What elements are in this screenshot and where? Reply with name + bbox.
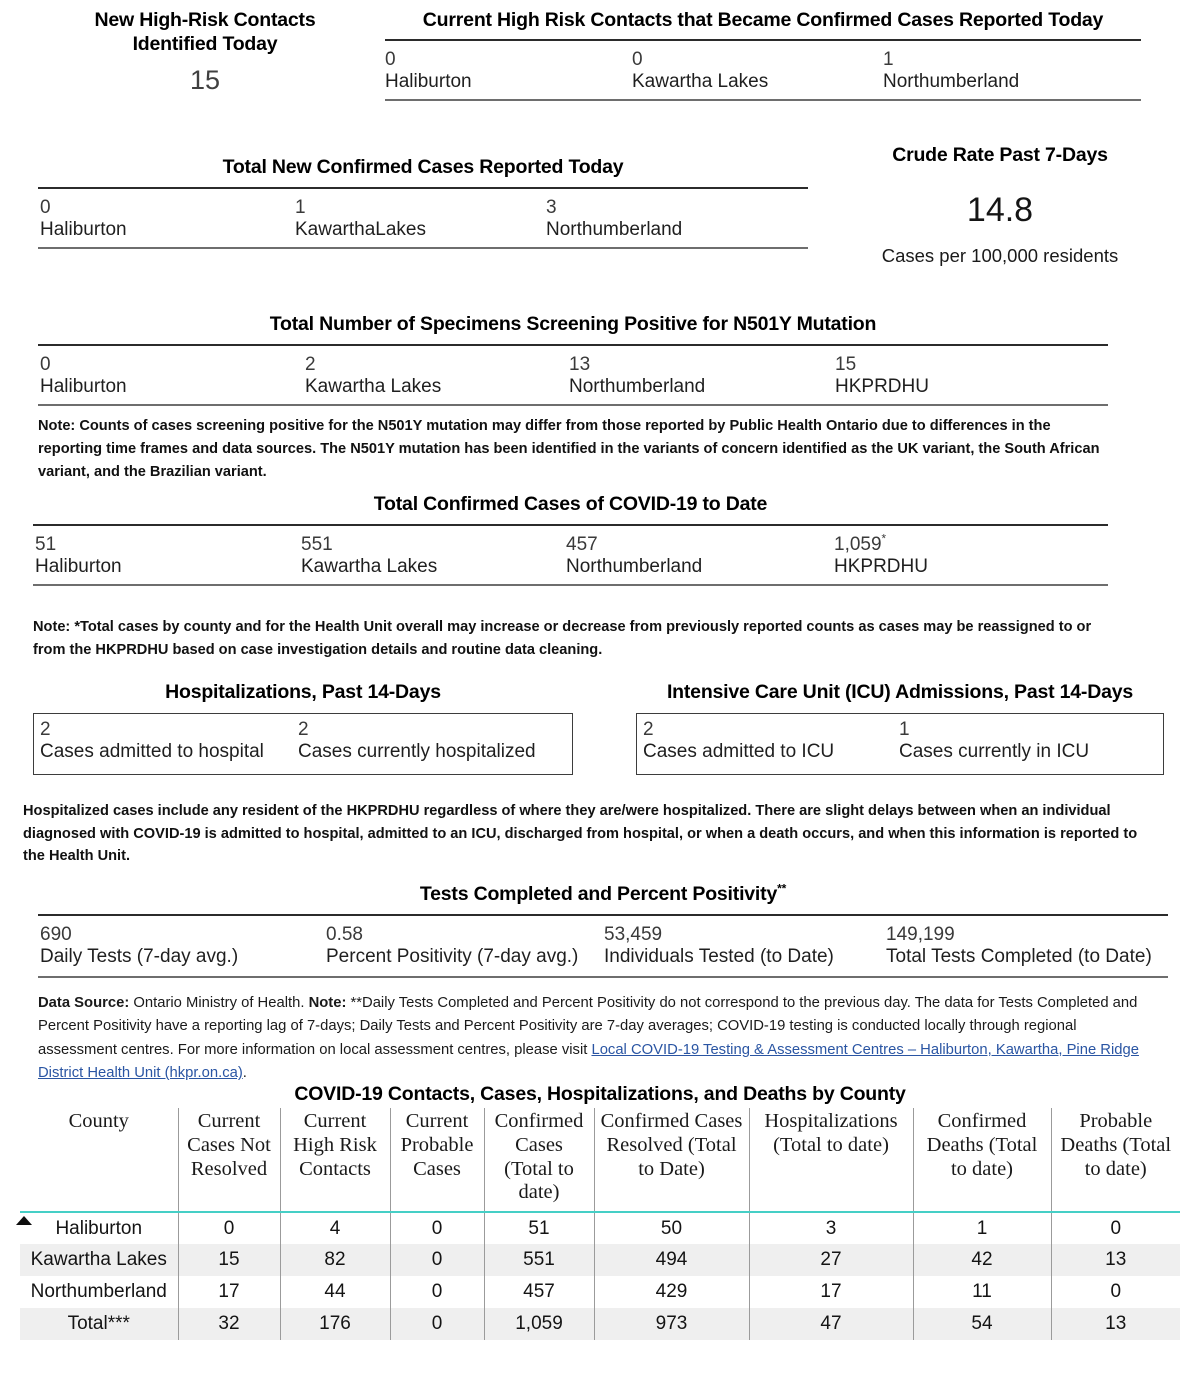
table-row[interactable]: [20, 1212, 1180, 1244]
new-confirmed-today-stats: [38, 189, 808, 247]
cell-current-high-risk-contacts: 176: [280, 1308, 390, 1340]
tests-rule-bottom: [38, 976, 1168, 978]
stat-cell: [298, 719, 536, 764]
county-table: [20, 1108, 1180, 1340]
stat-label: Cases admitted to ICU: [643, 741, 835, 763]
stat-label: Haliburton: [40, 376, 127, 398]
cell-confirmed-cases-resolved: 494: [594, 1244, 749, 1276]
cell-confirmed-deaths-total: 42: [913, 1244, 1051, 1276]
col-header-current-probable-cases[interactable]: Current Probable Cases: [390, 1108, 484, 1212]
hospitalizations-panel: [33, 680, 573, 775]
new-confirmed-today-title: Total New Confirmed Cases Reported Today: [222, 156, 624, 178]
stat-value: 15: [835, 354, 857, 376]
n501y-title: Total Number of Specimens Screening Positive for N501Y Mutation: [269, 313, 877, 335]
assessment-centres-link[interactable]: Local COVID-19 Testing & Assessment Centres – Haliburton, Kawartha, Pine Ridge District Health Unit (hkpr.on.ca): [38, 1041, 1139, 1082]
col-header-current-cases-not-resolved[interactable]: Current Cases Not Resolved: [178, 1108, 280, 1212]
cell-county: Haliburton: [55, 1217, 143, 1239]
total-confirmed-panel: [33, 492, 1108, 662]
cell-confirmed-cases-resolved: 50: [594, 1212, 749, 1244]
stat-label: KawarthaLakes: [295, 219, 426, 241]
cell-county: Total***: [20, 1308, 178, 1340]
stat-cell: [40, 719, 264, 764]
cell-county: Northumberland: [30, 1281, 167, 1303]
stat-label: Northumberland: [546, 219, 683, 241]
became-confirmed-rule-bottom: [385, 99, 1141, 101]
cell-hospitalizations-total: 47: [749, 1308, 913, 1340]
data-source-trailing: .: [242, 1065, 247, 1082]
became-confirmed-panel: [385, 8, 1141, 101]
stat-cell: [40, 197, 127, 242]
cell-confirmed-deaths-total: 1: [913, 1212, 1051, 1244]
stat-cell: [632, 49, 768, 94]
stat-cell: [643, 719, 834, 764]
hospitalizations-title: Hospitalizations, Past 14-Days: [165, 681, 441, 703]
cell-confirmed-cases-resolved: 973: [594, 1308, 749, 1340]
col-header-confirmed-cases-resolved[interactable]: Confirmed Cases Resolved (Total to Date): [594, 1108, 749, 1212]
county-table-header-row: [20, 1108, 1180, 1212]
stat-label: Kawartha Lakes: [301, 556, 438, 578]
col-header-confirmed-deaths-total[interactable]: Confirmed Deaths (Total to date): [913, 1108, 1051, 1212]
cell-hospitalizations-total: 17: [749, 1276, 913, 1308]
stat-cell: [886, 924, 1152, 969]
data-source-text: Ontario Ministry of Health.: [129, 995, 309, 1011]
cell-current-probable-cases: 0: [390, 1244, 484, 1276]
total-confirmed-note: Note: *Total cases by county and for the Health Unit overall may increase or decrease from previously reported counts as cases may be reassigned to or from the HKPRDHU based on case investigation details and routine data cleaning.: [33, 619, 1092, 658]
stat-cell: [301, 534, 437, 579]
col-header-probable-deaths-total[interactable]: Probable Deaths (Total to date): [1051, 1108, 1180, 1212]
table-row-total[interactable]: [20, 1308, 1180, 1340]
icu-panel: [636, 680, 1164, 775]
data-source-label: Data Source:: [38, 995, 130, 1011]
stat-value: [35, 534, 122, 556]
stat-cell: [305, 354, 441, 399]
stat-label: Kawartha Lakes: [305, 376, 442, 398]
cell-confirmed-cases-total: 457: [484, 1276, 594, 1308]
stat-cell: [40, 354, 127, 399]
stat-cell: [883, 49, 1019, 94]
tests-panel: [38, 882, 1168, 978]
stat-label: Individuals Tested (to Date): [604, 946, 834, 968]
crude-rate-caption: Cases per 100,000 residents: [881, 245, 1119, 266]
cell-county: Kawartha Lakes: [20, 1244, 178, 1276]
col-header-county[interactable]: County: [20, 1108, 178, 1212]
tests-stats: [38, 916, 1168, 976]
cell-current-probable-cases: 0: [390, 1276, 484, 1308]
col-header-hospitalizations-total[interactable]: Hospitalizations (Total to date): [749, 1108, 913, 1212]
stat-value: 1: [899, 719, 910, 741]
cell-probable-deaths-total: 0: [1051, 1212, 1180, 1244]
county-table-title: COVID-19 Contacts, Cases, Hospitalizations, and Deaths by County: [294, 1083, 906, 1105]
crude-rate-panel: [845, 143, 1155, 266]
n501y-note: Note: Counts of cases screening positive for the N501Y mutation may differ from those reported by Public Health Ontario due to differences in the reporting time frames and data sources. The N501Y mutation has been identified in the variants of concern identified as the UK variant, the South African variant, and the Brazilian variant.: [38, 418, 1100, 480]
stat-value: 2: [298, 719, 309, 741]
cell-hospitalizations-total: 3: [749, 1212, 913, 1244]
data-source-note-text: **Daily Tests Completed and Percent Positivity do not correspond to the previous day. The data for Tests Completed and Percent Positivity have a reporting lag of 7-days; Daily Tests and Percent Positivity are 7-day averages; COVID-19 testing is conducted locally through regional assessment centres. For more information on local assessment centres, please visit: [38, 995, 1138, 1058]
stat-value: 1: [295, 197, 306, 219]
cell-confirmed-deaths-total: 11: [913, 1276, 1051, 1308]
stat-label: Cases currently in ICU: [899, 741, 1090, 763]
stat-cell: [385, 49, 472, 94]
stat-label: Cases admitted to hospital: [40, 741, 264, 763]
stat-value: 0: [632, 49, 643, 71]
stat-label: Kawartha Lakes: [632, 71, 769, 93]
stat-cell: [566, 534, 702, 579]
table-row[interactable]: [20, 1244, 1180, 1276]
stat-label: HKPRDHU: [834, 556, 928, 578]
hospitalizations-box: [33, 713, 573, 775]
stat-cell: [604, 924, 834, 969]
cell-confirmed-cases-total: 51: [484, 1212, 594, 1244]
stat-label: Haliburton: [40, 219, 127, 241]
hospitalization-note: Hospitalized cases include any resident of the HKPRDHU regardless of where they are/were hospitalized. There are slight delays between when an individual diagnosed with COVID-19 is admitted to hospital, admitted to an ICU, discharged from hospital, or when a death occurs, and when this information is reported to the Health Unit.: [23, 803, 1138, 865]
cell-current-cases-not-resolved: 32: [178, 1308, 280, 1340]
stat-cell: [899, 719, 1089, 764]
stat-value-number: 1,059: [834, 534, 882, 556]
stat-cell: [295, 197, 426, 242]
data-source-note-label: Note:: [308, 995, 347, 1011]
crude-rate-title: Crude Rate Past 7-Days: [892, 144, 1108, 166]
total-confirmed-rule-bottom: [33, 584, 1108, 586]
cell-current-cases-not-resolved: 17: [178, 1276, 280, 1308]
new-high-risk-value: 15: [189, 64, 221, 95]
stat-label: Haliburton: [385, 71, 472, 93]
cell-current-high-risk-contacts: 44: [280, 1276, 390, 1308]
stat-label: Haliburton: [35, 556, 122, 578]
stat-value: [566, 534, 702, 556]
stat-value: 0: [40, 354, 51, 376]
total-confirmed-stats: [33, 526, 1108, 584]
stat-value: 2: [40, 719, 51, 741]
stat-value: 1: [883, 49, 894, 71]
stat-cell: [326, 924, 578, 969]
stat-label: Northumberland: [566, 556, 703, 578]
new-confirmed-today-panel: [38, 155, 808, 249]
n501y-stats: [38, 346, 1108, 404]
data-source-note: [38, 992, 1158, 1086]
stat-label: Cases currently hospitalized: [298, 741, 536, 763]
stat-label: Total Tests Completed (to Date): [886, 946, 1152, 968]
cell-current-cases-not-resolved: 15: [178, 1244, 280, 1276]
cell-confirmed-cases-total: 1,059: [484, 1308, 594, 1340]
cell-confirmed-deaths-total: 54: [913, 1308, 1051, 1340]
stat-value: 53,459: [604, 924, 663, 946]
cell-current-probable-cases: 0: [390, 1308, 484, 1340]
cell-confirmed-cases-resolved: 429: [594, 1276, 749, 1308]
cell-current-cases-not-resolved: 0: [178, 1212, 280, 1244]
stat-cell: [546, 197, 682, 242]
col-header-confirmed-cases-total[interactable]: Confirmed Cases (Total to date): [484, 1108, 594, 1212]
stat-value: 13: [569, 354, 591, 376]
new-high-risk-contacts-panel: [30, 8, 380, 96]
new-high-risk-title-line1: New High-Risk Contacts: [94, 9, 316, 31]
cell-current-high-risk-contacts: 4: [280, 1212, 390, 1244]
tests-title: [38, 882, 1168, 906]
became-confirmed-title: Current High Risk Contacts that Became Confirmed Cases Reported Today: [422, 9, 1104, 31]
stat-value: 0.58: [326, 924, 363, 946]
stat-value-number: 551: [301, 534, 333, 556]
stat-value-number: 457: [566, 534, 598, 556]
stat-value: 2: [305, 354, 316, 376]
stat-cell: [35, 534, 122, 579]
cell-confirmed-cases-total: 551: [484, 1244, 594, 1276]
icu-box: [636, 713, 1164, 775]
stat-label: HKPRDHU: [835, 376, 929, 398]
stat-value: 3: [546, 197, 557, 219]
stat-cell: [835, 354, 929, 399]
became-confirmed-stats: [385, 41, 1141, 99]
stat-value: 0: [40, 197, 51, 219]
stat-cell: [40, 924, 238, 969]
crude-rate-value: 14.8: [966, 191, 1034, 229]
stat-label: Northumberland: [569, 376, 706, 398]
cell-current-high-risk-contacts: 82: [280, 1244, 390, 1276]
cell-probable-deaths-total: 13: [1051, 1244, 1180, 1276]
stat-value-number: 51: [35, 534, 57, 556]
cell-current-probable-cases: 0: [390, 1212, 484, 1244]
stat-value: 2: [643, 719, 654, 741]
stat-cell: [569, 354, 705, 399]
n501y-panel: [38, 312, 1108, 483]
cell-probable-deaths-total: 13: [1051, 1308, 1180, 1340]
col-header-current-high-risk-contacts[interactable]: Current High Risk Contacts: [280, 1108, 390, 1212]
tests-title-superscript: **: [777, 881, 787, 896]
stat-label: Northumberland: [883, 71, 1020, 93]
table-row[interactable]: [20, 1276, 1180, 1308]
stat-value: 0: [385, 49, 396, 71]
stat-value: 149,199: [886, 924, 955, 946]
stat-value: 690: [40, 924, 72, 946]
cell-hospitalizations-total: 27: [749, 1244, 913, 1276]
stat-label: Percent Positivity (7-day avg.): [326, 946, 579, 968]
new-confirmed-rule-bottom: [38, 247, 808, 249]
stat-label: Daily Tests (7-day avg.): [40, 946, 239, 968]
tests-title-text: Tests Completed and Percent Positivity: [419, 883, 778, 905]
county-table-wrapper: [20, 1108, 1180, 1340]
cell-probable-deaths-total: 0: [1051, 1276, 1180, 1308]
total-confirmed-title: Total Confirmed Cases of COVID-19 to Date: [373, 493, 768, 515]
n501y-rule-bottom: [38, 404, 1108, 406]
stat-value: [301, 534, 437, 556]
stat-cell: [834, 534, 928, 579]
stat-value-star: *: [881, 533, 887, 547]
icu-title: Intensive Care Unit (ICU) Admissions, Past 14-Days: [666, 681, 1134, 703]
stat-value: [834, 534, 928, 556]
new-high-risk-title-line2: Identified Today: [132, 33, 278, 56]
